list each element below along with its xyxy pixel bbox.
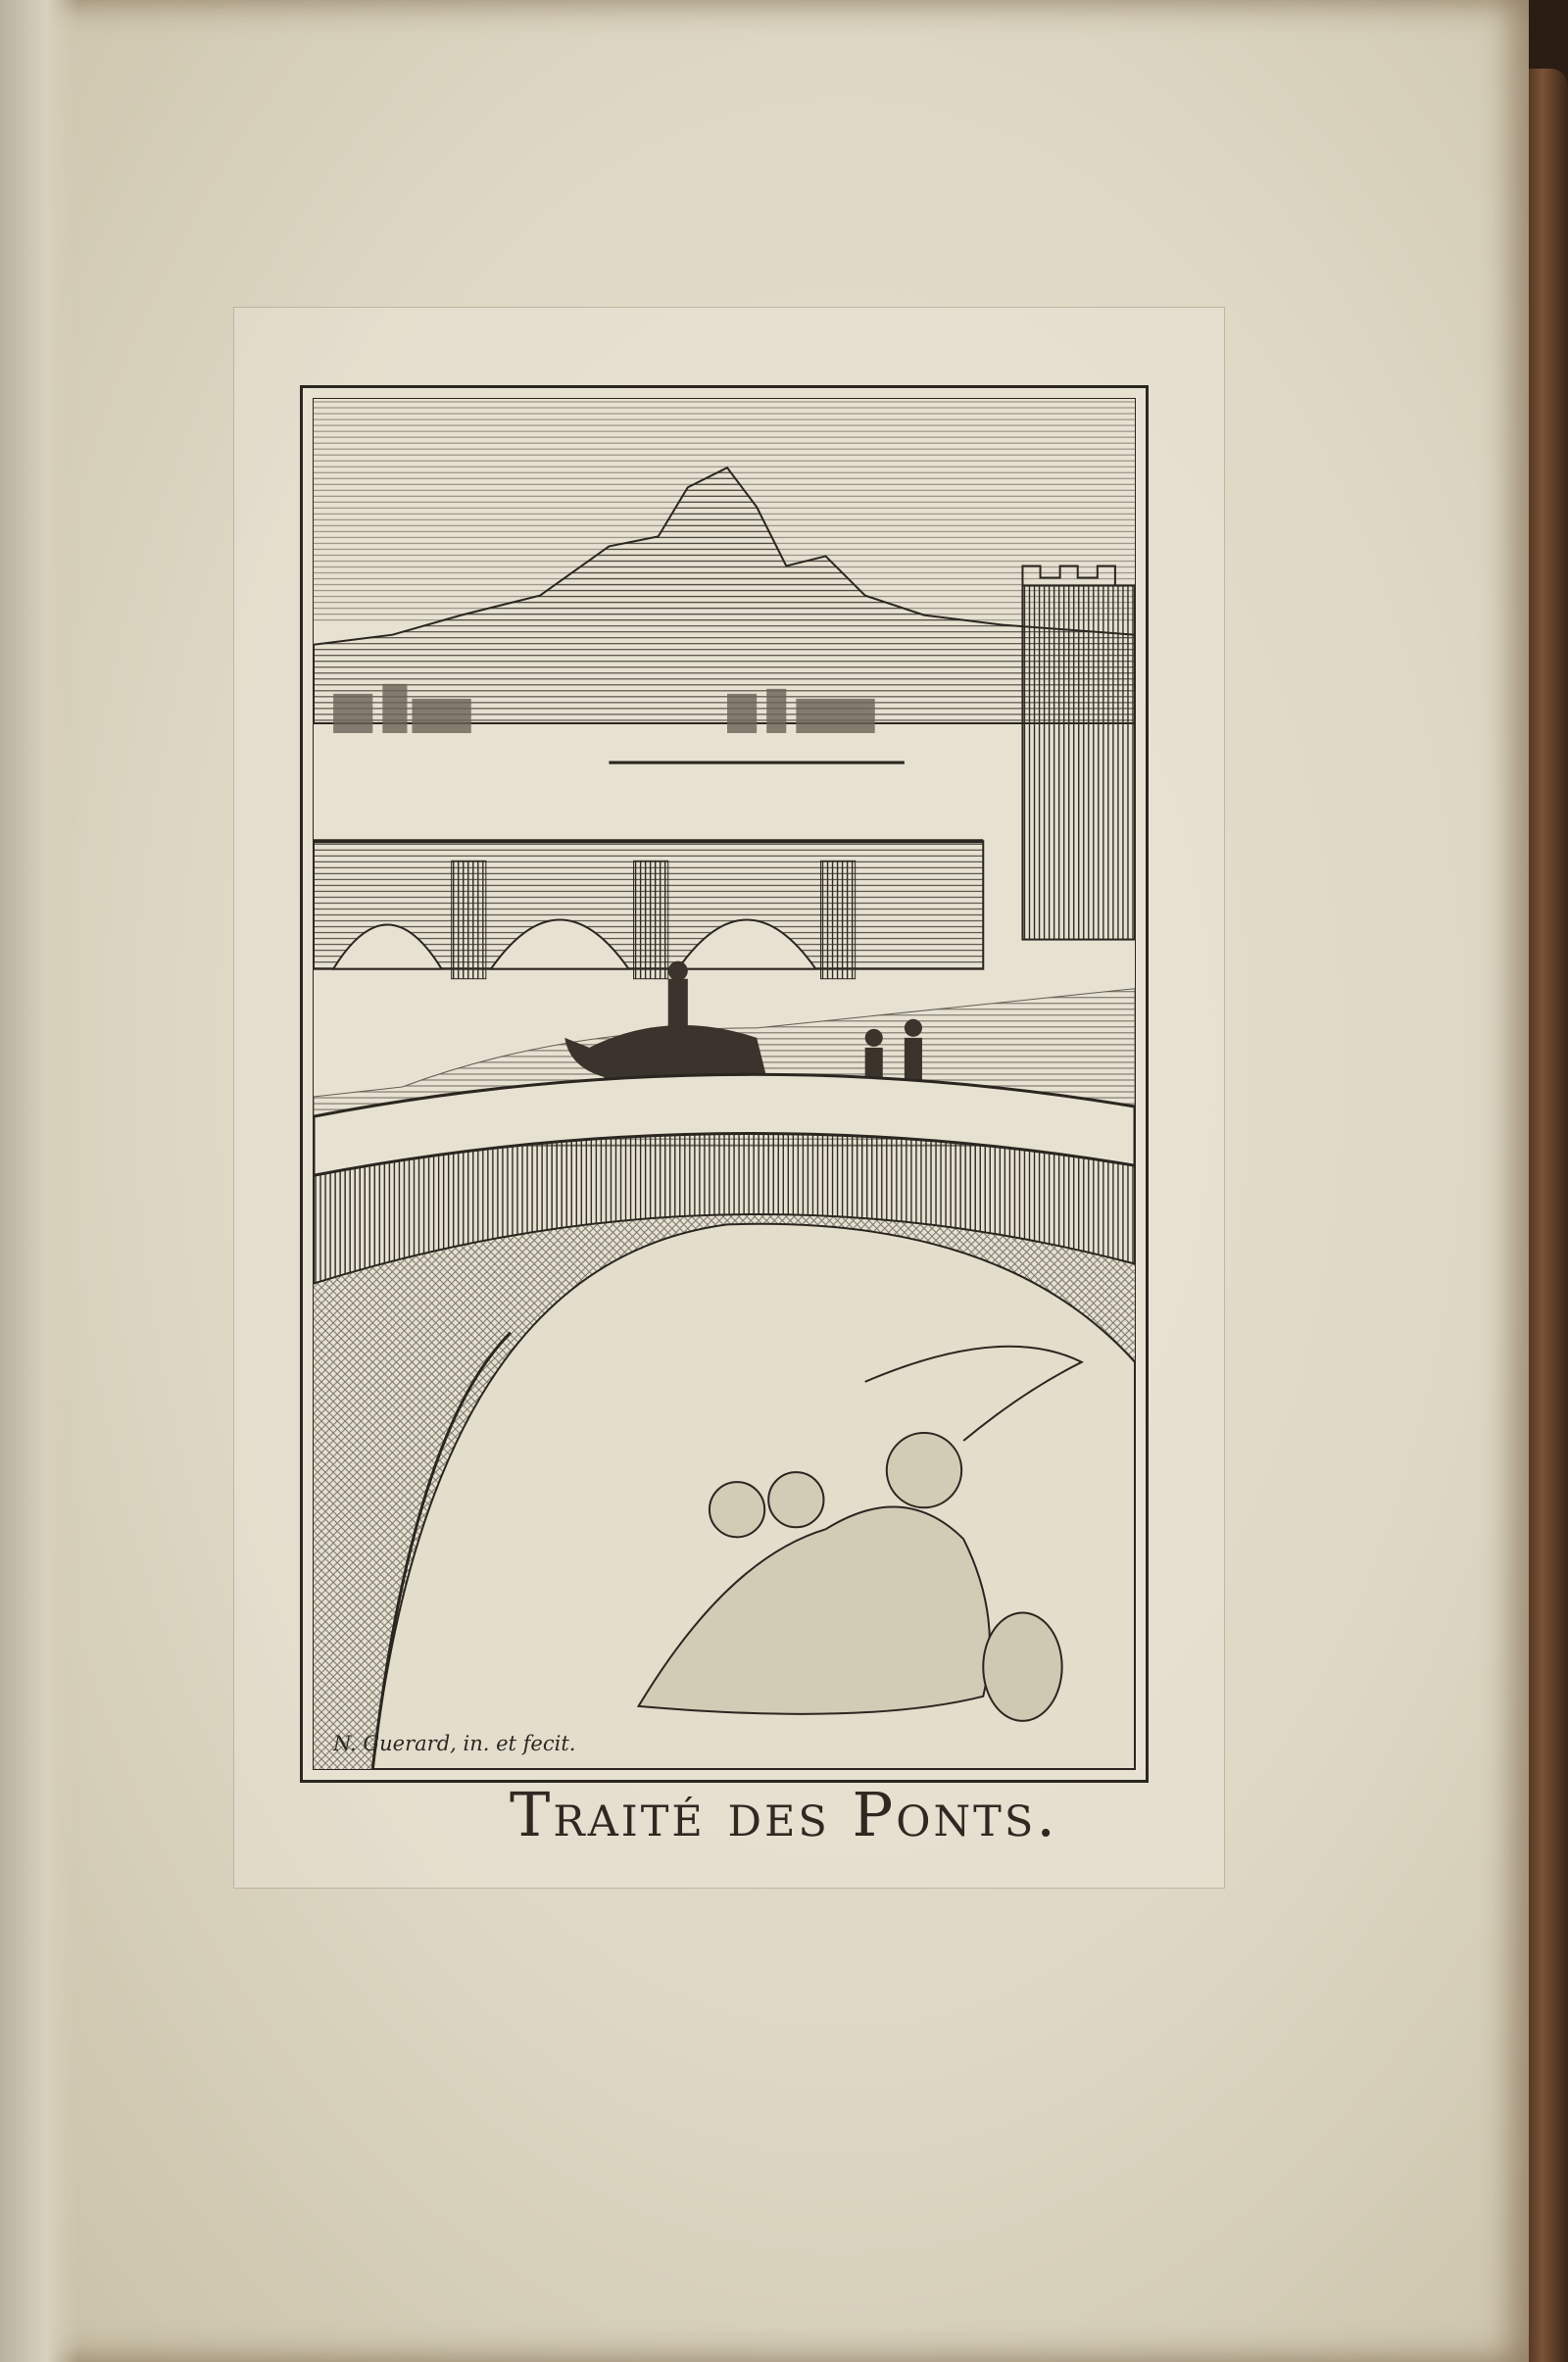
bridge-scene-illustration <box>314 399 1135 1769</box>
far-bridge <box>314 841 983 978</box>
plate-caption: Traité des Ponts. <box>509 1779 1059 1850</box>
page-gutter <box>0 0 78 2362</box>
tower <box>1022 586 1135 940</box>
engraving-image <box>313 398 1136 1770</box>
engraver-signature: N. Guerard, in. et fecit. <box>333 1732 576 1755</box>
engraving-frame <box>300 385 1149 1783</box>
